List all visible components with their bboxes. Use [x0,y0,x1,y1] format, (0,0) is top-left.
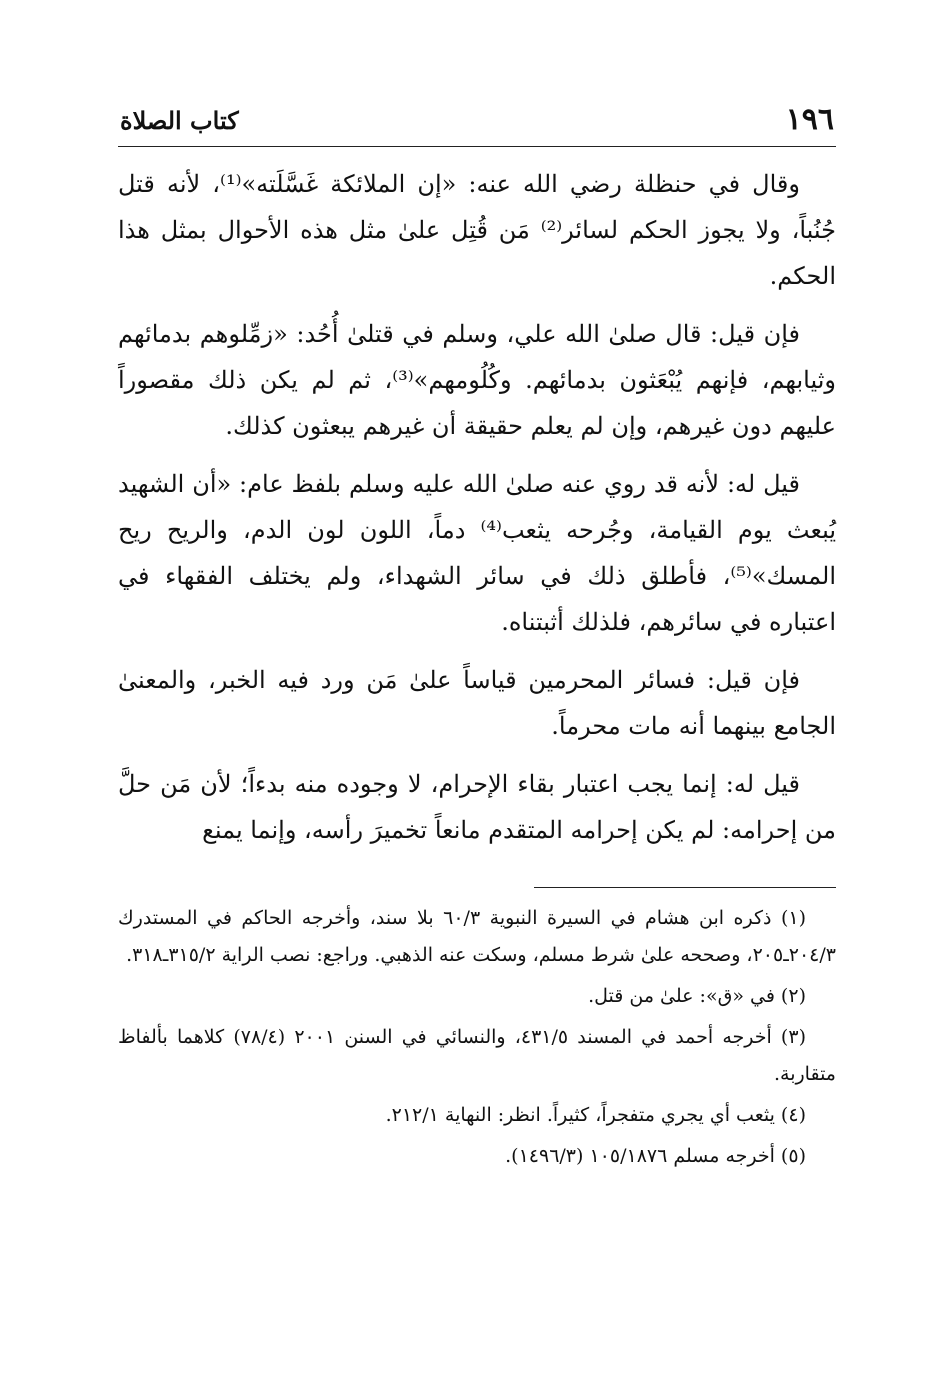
running-title: كتاب الصلاة [120,106,239,135]
footnote: (٤) يثعب أي يجري متفجراً، كثيراً. انظر: النهاية ٢١٢/١. [385,1104,806,1126]
footnote: (٢) في «ق»: علىٰ من قتل. [588,985,806,1007]
main-text [118,161,836,853]
book-page [118,96,836,1179]
page-header [118,96,836,147]
paragraph: قيل له: إنما يجب اعتبار بقاء الإحرام، لا وجوده منه بدءاً؛ لأن مَن حلَّ من إحرامه: لم يكن إحرامه المتقدم مانعاً تخميرَ رأسه، وإنما يمنع [118,770,836,844]
paragraph: فإن قيل: قال صلىٰ الله علي، وسلم في قتلىٰ أُحُد: «زمِّلوهم بدمائهم وثيابهم، فإنهم يُبْعَثون بدمائهم. وكُلُومهم»⁽³⁾، ثم لم يكن ذلك مقصوراً عليهم دون غيرهم، وإن لم يعلم حقيقة أن غيرهم يبعثون كذلك. [118,320,837,440]
paragraph: فإن قيل: فسائر المحرمين قياساً علىٰ مَن ورد فيه الخبر، والمعنىٰ الجامع بينهما أنه مات محرماً. [118,666,836,740]
paragraph: وقال في حنظلة رضي الله عنه: «إن الملائكة غَسَّلَته»⁽¹⁾، لأنه قتل جُنُباً، ولا يجوز الحكم لسائر⁽²⁾ مَن قُتِل علىٰ مثل هذه الأحوال بمثل هذا الحكم. [118,170,836,290]
footnote: (٥) أخرجه مسلم ١٠٥/١٨٧٦ (١٤٩٦/٣). [505,1145,806,1167]
footnote: (١) ذكره ابن هشام في السيرة النبوية ٦٠/٣ بلا سند، وأخرجه الحاكم في المستدرك ٢٠٤/٣ـ٢٠٥، وصححه علىٰ شرط مسلم، وسكت عنه الذهبي. وراجع: نصب الراية ٣١٥/٢ـ٣١٨. [118,907,836,966]
page-number: ١٩٦ [785,102,834,137]
paragraph: قيل له: لأنه قد روي عنه صلىٰ الله عليه وسلم بلفظ عام: «أن الشهيد يُبعث يوم القيامة، وجُرحه يثعب⁽⁴⁾ دماً، اللون لون الدم، والريح ريح المسك»⁽⁵⁾، فأطلق ذلك في سائر الشهداء، ولم يختلف الفقهاء في اعتباره في سائرهم، فلذلك أثبتناه. [118,470,836,636]
footnotes [118,900,836,1175]
footnote-separator [534,887,836,888]
footnote: (٣) أخرجه أحمد في المسند ٤٣١/٥، والنسائي في السنن ٢٠٠١ (٧٨/٤) كلاهما بألفاظ متقاربة. [118,1026,836,1085]
